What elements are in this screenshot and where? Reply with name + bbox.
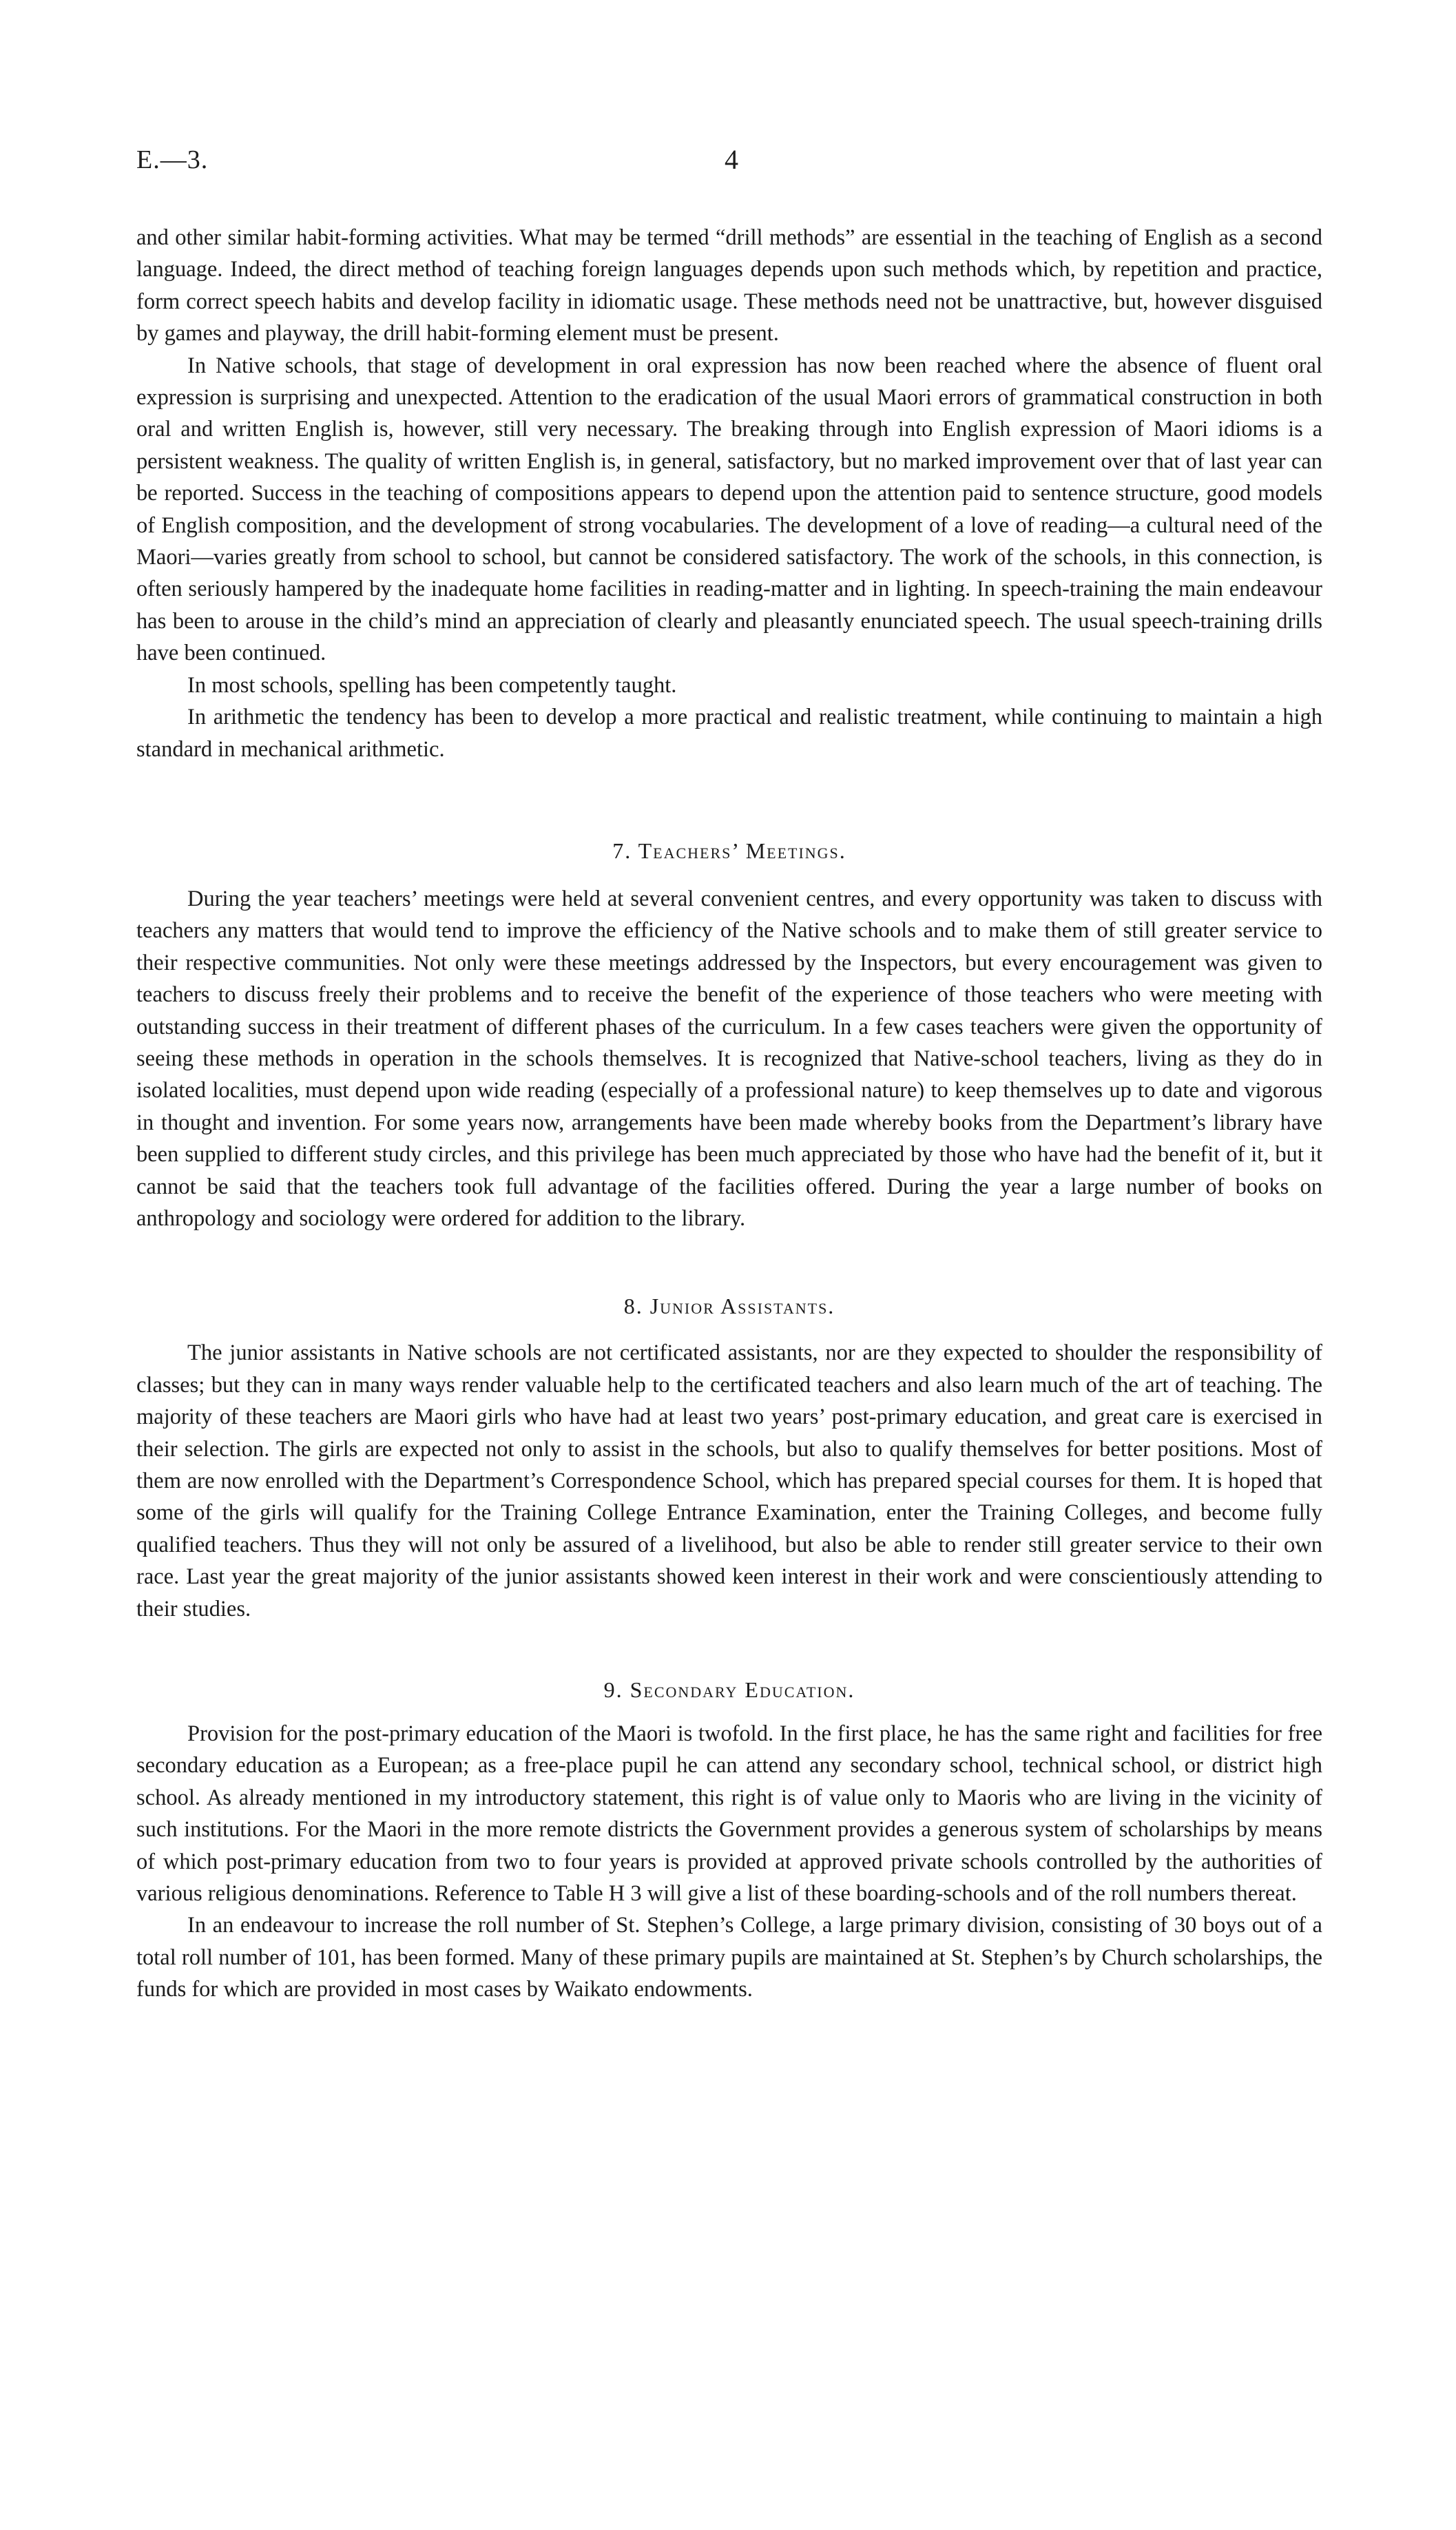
paragraph: In an endeavour to increase the roll number of St. Stephen’s College, a large primary division, consisting of 30 boys out of a total roll number of 101, has been formed. Many of these primary pupils are maintained at St. Stephen’s by Church scholarships, the funds for which are provided in most cases by Waikato endowments. bbox=[136, 1913, 1322, 2002]
section-heading-teachers-meetings: 7. Teachers’ Meetings. bbox=[612, 838, 846, 863]
paragraph: During the year teachers’ meetings were held at several convenient centres, and every opportunity was taken to discuss with teachers any matters that would tend to improve the efficiency of the Native schools and to make them of still greater service to their respective communities. Not only were these meetings addressed by the Inspectors, but every encouragement was given to teachers to discuss freely their problems and to receive the benefit of the experience of those teachers who were meeting with outstanding success in their treatment of different phases of the curriculum. In a few cases teachers were given the opportunity of seeing these methods in operation in the schools themselves. It is recognized that Native-school teachers, living as they do in isolated localities, must depend upon wide reading (especially of a professional nature) to keep themselves up to date and vigorous in thought and invention. For some years now, arrangements have been made whereby books from the Department’s library have been supplied to different study circles, and this privilege has been much appreciated by those who have had the benefit of it, but it cannot be said that the teachers took full advantage of the facilities offered. During the year a large number of books on anthropology and sociology were ordered for addition to the library. bbox=[136, 886, 1322, 1231]
section-heading-secondary-education: 9. Secondary Education. bbox=[603, 1677, 855, 1703]
paragraph: Provision for the post-primary education of the Maori is twofold. In the first place, he has the same right and facilities for free secondary education as a European; as a free-place pupil he can attend any secondary school, technical school, or district high school. As already mentioned in my introductory statement, this right is of value only to Maoris who are living in the vicinity of such institutions. For the Maori in the more remote districts the Government provides a generous system of scholarships by means of which post-primary education from two to four years is provided at approved private schools controlled by the authorities of various religious denominations. Reference to Table H 3 will give a list of these boarding-schools and of the roll numbers thereat. bbox=[136, 1721, 1322, 1907]
section-heading-junior-assistants: 8. Junior Assistants. bbox=[623, 1294, 835, 1319]
report-reference: E.—3. bbox=[136, 145, 209, 174]
paragraph: In arithmetic the tendency has been to develop a more practical and realistic treatment, while continuing to maintain a high standard in mechanical arithmetic. bbox=[136, 705, 1322, 762]
paragraph: and other similar habit-forming activities. What may be termed “drill methods” are essential in the teaching of English as a second language. Indeed, the direct method of teaching foreign languages depends upon such methods which, by repetition and practice, form correct speech habits and develop facility in idiomatic usage. These methods need not be unattractive, but, however disguised by games and playway, the drill habit-forming element must be present. bbox=[136, 225, 1322, 346]
paragraph: In most schools, spelling has been competently taught. bbox=[187, 672, 677, 698]
paragraph: In Native schools, that stage of development in oral expression has now been reached where the absence of fluent oral expression is surprising and unexpected. Attention to the eradication of the usual Maori errors of grammatical construction in both oral and written English is, however, still very necessary. The breaking through into English expression of Maori idioms is a persistent weakness. The quality of written English is, in general, satisfactory, but no marked improvement over that of last year can be reported. Success in the teaching of compositions appears to depend upon the attention paid to sentence structure, good models of English composition, and the development of strong vocabularies. The development of a love of reading—a cultural need of the Maori—varies greatly from school to school, but cannot be considered satisfactory. The work of the schools, in this connection, is often seriously hampered by the inadequate home facilities in reading-matter and in lighting. In speech-training the main endeavour has been to arouse in the child’s mind an appreciation of clearly and pleasantly enunciated speech. The usual speech-training drills have been continued. bbox=[136, 353, 1322, 666]
document-body bbox=[136, 222, 1322, 2006]
paragraph: The junior assistants in Native schools are not certificated assistants, nor are they expected to shoulder the responsibility of classes; but they can in many ways render valuable help to the certificated teachers and also learn much of the art of teaching. The majority of these teachers are Maori girls who have had at least two years’ post-primary education, and great care is exercised in their selection. The girls are expected not only to assist in the schools, but also to qualify themselves for better positions. Most of them are now enrolled with the Department’s Correspondence School, which has prepared special courses for them. It is hoped that some of the girls will qualify for the Training College Entrance Examination, enter the Training Colleges, and become fully qualified teachers. Thus they will not only be assured of a livelihood, but also be able to render still greater service to their own race. Last year the great majority of the junior assistants showed keen interest in their work and were conscientiously attending to their studies. bbox=[136, 1340, 1322, 1621]
page-number: 4 bbox=[725, 144, 738, 175]
